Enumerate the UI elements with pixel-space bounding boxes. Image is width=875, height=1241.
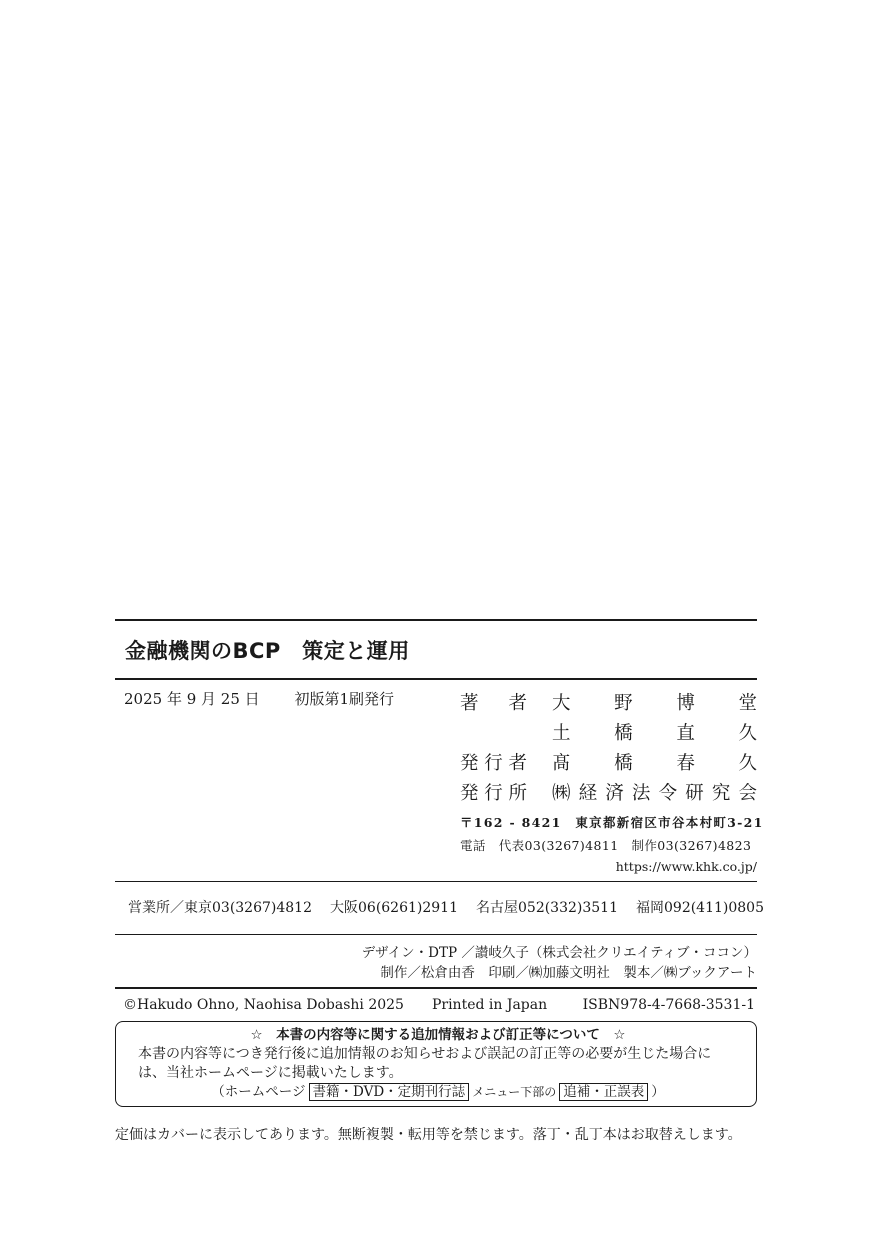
credit-role-char: 所 — [508, 783, 527, 804]
credit-name-char: 博 — [676, 693, 695, 714]
credit-role — [460, 749, 552, 775]
errata-notice-box — [115, 1021, 757, 1107]
credit-role-char: 者 — [508, 753, 527, 774]
edition-info — [124, 688, 394, 709]
credit-role-char: 者 — [508, 693, 527, 714]
copyright: ©Hakudo Ohno, Naohisa Dobashi 2025 — [123, 997, 404, 1013]
notice-body: 本書の内容等につき発行後に追加情報のお知らせおよび誤記の訂正等の必要が生じた場合には、当社ホームページに掲載いたします。 — [138, 1046, 712, 1081]
credit-name — [552, 719, 757, 745]
isbn: ISBN978-4-7668-3531-1 — [582, 997, 755, 1013]
publisher-url[interactable]: https://www.khk.co.jp/ — [615, 859, 757, 874]
credit-name-char: 大 — [552, 693, 571, 714]
staff-design: デザイン・DTP ／讃岐久子（株式会社クリエイティブ・ココン） — [361, 945, 757, 961]
notice-foot-middle: メニュー下部の — [472, 1085, 557, 1099]
credit-row — [460, 717, 757, 747]
notice-foot-prefix: （ホームページ — [211, 1084, 306, 1100]
credit-row — [460, 687, 757, 717]
credit-name — [552, 779, 757, 805]
credit-name-char: 久 — [738, 753, 757, 774]
credit-name-char: ㈱ — [552, 783, 571, 804]
edition-date: 2025 年 9 月 25 日 — [124, 690, 260, 708]
credit-name-char: 髙 — [552, 753, 571, 774]
colophon — [115, 619, 764, 1107]
sales-offices — [115, 882, 764, 934]
credit-name-char: 橋 — [614, 723, 633, 744]
production-staff — [115, 935, 757, 987]
credit-name-char: 春 — [676, 753, 695, 774]
postal-address: 〒162 - 8421 東京都新宿区市谷本村町3-21 — [460, 815, 764, 830]
copyright-row — [115, 989, 757, 1021]
phone-numbers: 電話 代表03(3267)4811 制作03(3267)4823 — [460, 838, 752, 853]
office-osaka: 大阪06(6261)2911 — [330, 900, 458, 916]
credit-role — [460, 689, 552, 715]
credit-name-char: 法 — [631, 783, 651, 804]
credit-name — [552, 749, 757, 775]
credit-name-char: 令 — [658, 783, 678, 804]
credit-name-char: 直 — [676, 723, 695, 744]
credit-role-char: 発 — [460, 783, 479, 804]
credit-row — [460, 777, 757, 807]
copyright-left — [123, 989, 547, 1021]
credit-name — [552, 689, 757, 715]
menu-books-dvd-label: 書籍・DVD・定期刊行誌 — [309, 1083, 470, 1101]
price-note: 定価はカバーに表示してあります。無断複製・転用等を禁じます。落丁・乱丁本はお取替えします。 — [115, 1127, 742, 1143]
credit-name-char: 究 — [711, 783, 731, 804]
notice-foot-suffix: ） — [651, 1084, 665, 1100]
credit-name-char: 土 — [552, 723, 571, 744]
printed-in: Printed in Japan — [431, 997, 548, 1013]
credit-name-char: 野 — [614, 693, 633, 714]
credit-role-char: 発 — [460, 753, 479, 774]
publication-details — [115, 680, 764, 881]
credit-name-char: 研 — [685, 783, 704, 804]
credits — [460, 687, 757, 807]
office-nagoya: 名古屋052(332)3511 — [476, 900, 618, 916]
notice-footer — [138, 1083, 738, 1102]
book-title: 金融機関のBCP 策定と運用 — [125, 639, 410, 663]
credit-name-char: 済 — [605, 783, 624, 804]
credit-name-char: 堂 — [738, 693, 757, 714]
credit-row — [460, 747, 757, 777]
credit-name-char: 会 — [738, 783, 757, 804]
credit-role-char: 著 — [460, 693, 479, 714]
credit-name-char: 橋 — [614, 753, 633, 774]
credit-name-char: 経 — [578, 783, 598, 804]
office-fukuoka: 福岡092(411)0805 — [636, 900, 764, 916]
credit-role-char: 行 — [484, 753, 503, 774]
credit-role — [460, 779, 552, 805]
edition-label: 初版第1刷発行 — [294, 690, 394, 708]
credit-role-char: 行 — [484, 783, 503, 804]
errata-menu-label: 追補・正誤表 — [559, 1083, 648, 1101]
staff-production: 制作／松倉由香 印刷／㈱加藤文明社 製本／㈱ブックアート — [380, 965, 757, 981]
credit-name-char: 久 — [738, 723, 757, 744]
office-tokyo: 営業所／東京03(3267)4812 — [128, 900, 312, 916]
notice-heading: ☆ 本書の内容等に関する追加情報および訂正等について ☆ — [250, 1027, 626, 1043]
